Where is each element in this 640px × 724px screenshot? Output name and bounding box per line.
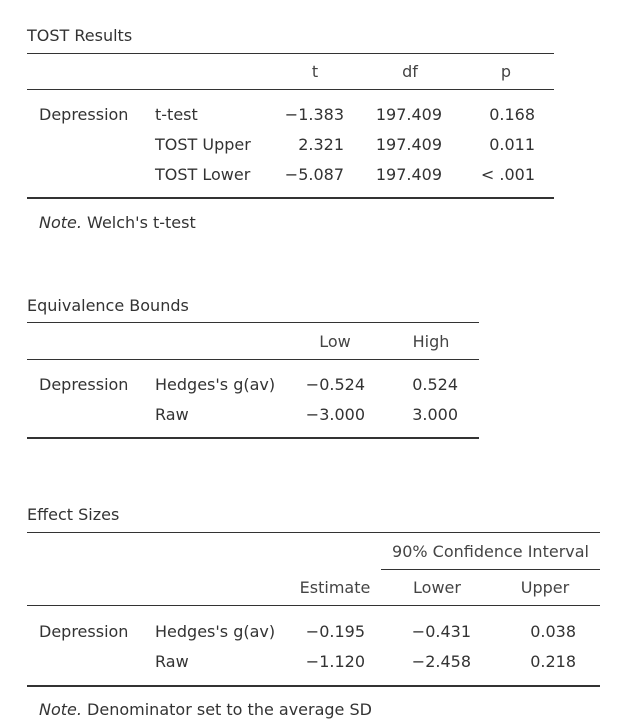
bounds-row-label: Raw [155, 405, 189, 424]
tost-row-p: 0.011 [489, 135, 535, 154]
tost-note-label: Note. [39, 213, 82, 232]
bounds-group-label: Depression [39, 375, 129, 394]
effects-top-rule [27, 532, 600, 533]
effects-row-upper: 0.218 [530, 652, 576, 671]
tost-results-title: TOST Results [27, 26, 133, 45]
tost-row-p: < .001 [480, 165, 535, 184]
effects-note-label: Note. [39, 700, 82, 719]
tost-row-label: t-test [155, 105, 198, 124]
tost-row-p: 0.168 [489, 105, 535, 124]
effects-row-estimate: −0.195 [305, 622, 365, 641]
bounds-bottom-rule [27, 437, 479, 439]
effects-bottom-rule [27, 685, 600, 687]
bounds-row-low: −0.524 [305, 375, 365, 394]
tost-header-t: t [311, 62, 319, 81]
effects-note-text: Denominator set to the average SD [81, 700, 372, 719]
tost-row-t: −1.383 [284, 105, 344, 124]
effects-row-lower: −2.458 [411, 652, 471, 671]
bounds-header-low: Low [319, 332, 351, 351]
tost-header-p: p [500, 62, 512, 81]
effects-group-label: Depression [39, 622, 129, 641]
tost-row-t: 2.321 [298, 135, 344, 154]
bounds-row-high: 3.000 [412, 405, 458, 424]
tost-header-df: df [402, 62, 418, 81]
bounds-title: Equivalence Bounds [27, 296, 189, 315]
effects-ci-header: 90% Confidence Interval [392, 542, 589, 561]
bounds-header-rule [27, 359, 479, 360]
tost-bottom-rule [27, 197, 554, 199]
tost-note [39, 213, 196, 232]
effects-ci-rule [381, 569, 600, 570]
tost-top-rule [27, 53, 554, 54]
tost-row-label: TOST Lower [155, 165, 251, 184]
tost-row-df: 197.409 [375, 165, 442, 184]
tost-group-label: Depression [39, 105, 129, 124]
bounds-row-low: −3.000 [305, 405, 365, 424]
tost-row-label: TOST Upper [155, 135, 251, 154]
bounds-top-rule [27, 322, 479, 323]
bounds-row-label: Hedges's g(av) [155, 375, 276, 394]
tost-row-df: 197.409 [375, 135, 442, 154]
effects-title: Effect Sizes [27, 505, 120, 524]
effects-row-estimate: −1.120 [305, 652, 365, 671]
effects-row-upper: 0.038 [530, 622, 576, 641]
bounds-header-high: High [412, 332, 450, 351]
effects-header-upper: Upper [520, 578, 570, 597]
effects-header-estimate: Estimate [299, 578, 371, 597]
effects-header-lower: Lower [413, 578, 461, 597]
tost-row-df: 197.409 [375, 105, 442, 124]
tost-header-rule [27, 89, 554, 90]
effects-note [39, 700, 372, 719]
effects-row-label: Hedges's g(av) [155, 622, 276, 641]
effects-row-lower: −0.431 [411, 622, 471, 641]
effects-row-label: Raw [155, 652, 189, 671]
tost-note-text: Welch's t-test [81, 213, 196, 232]
tost-row-t: −5.087 [284, 165, 344, 184]
effects-header-rule [27, 605, 600, 606]
bounds-row-high: 0.524 [412, 375, 458, 394]
